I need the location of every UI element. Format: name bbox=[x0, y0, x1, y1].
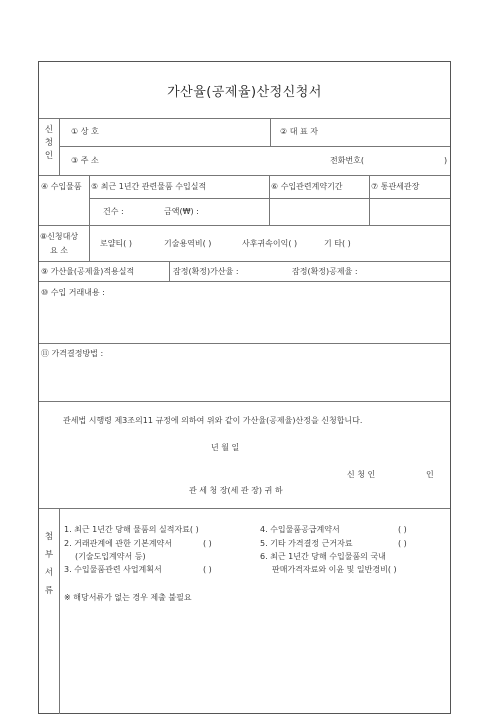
date-line: 년 월 일 bbox=[211, 443, 240, 452]
target-element-label: ⑧신청대상 bbox=[40, 232, 79, 241]
applicant-signature-label: 신 청 인 bbox=[347, 470, 376, 479]
form-title: 가산율(공제율)산정신청서 bbox=[167, 84, 322, 100]
application-form bbox=[38, 61, 451, 714]
royalty-option: 로얄티( ) bbox=[100, 239, 132, 248]
divider bbox=[39, 225, 450, 226]
tech-service-option: 기술용역비( ) bbox=[164, 239, 212, 248]
attachment-item-2-sub: (기술도입계약서 등) bbox=[75, 552, 146, 561]
attachment-item-4: 4. 수입물품공급계약서 bbox=[260, 525, 340, 534]
divider bbox=[269, 175, 270, 225]
divider bbox=[59, 508, 60, 714]
attachment-item-3-mark: ( ) bbox=[203, 565, 212, 574]
divider bbox=[369, 175, 370, 225]
applicant-side-label: 신 청 인 bbox=[44, 125, 54, 161]
import-goods-label: ④ 수입물품 bbox=[41, 182, 82, 191]
attachment-item-3: 3. 수입물품관련 사업계획서 bbox=[64, 565, 162, 574]
seal-mark: 인 bbox=[426, 470, 434, 479]
customs-office-label: ⑦ 통관세관장 bbox=[371, 182, 420, 191]
divider bbox=[39, 118, 450, 119]
divider bbox=[89, 225, 90, 261]
divider bbox=[270, 118, 271, 146]
divider bbox=[59, 118, 60, 175]
amount-label: 금액(₩) : bbox=[164, 207, 199, 216]
attachment-item-5-mark: ( ) bbox=[398, 539, 407, 548]
representative-label: ② 대 표 자 bbox=[280, 127, 318, 136]
attachment-item-4-mark: ( ) bbox=[398, 525, 407, 534]
divider bbox=[39, 508, 450, 509]
divider bbox=[39, 175, 450, 176]
after-attribution-option: 사후귀속이익( ) bbox=[242, 239, 298, 248]
attachment-item-2-mark: ( ) bbox=[203, 539, 212, 548]
divider bbox=[59, 146, 450, 147]
phone-close: ) bbox=[444, 156, 448, 165]
company-name-label: ① 상 호 bbox=[71, 127, 99, 136]
provisional-deduct-rate: 잠정(확정)공제율 : bbox=[292, 267, 358, 276]
contract-period-label: ⑥ 수입관련계약기간 bbox=[271, 182, 343, 191]
count-label: 건수 : bbox=[103, 207, 124, 216]
divider bbox=[39, 343, 450, 344]
divider bbox=[89, 175, 90, 225]
annual-import-record-label: ⑤ 최근 1년간 관련물품 수입실적 bbox=[91, 182, 207, 191]
declaration-text: 관세법 시행령 제3조의11 규정에 의하여 위와 같이 가산율(공제율)산정을 신청합니다. bbox=[63, 416, 363, 425]
transaction-details-label: ⑩ 수입 거래내용 : bbox=[41, 288, 105, 297]
attachment-item-5: 5. 기타 가격결정 근거자료 bbox=[260, 539, 353, 548]
addressee: 관 세 청 장(세 관 장) 귀 하 bbox=[189, 486, 283, 495]
divider bbox=[169, 261, 170, 281]
attachment-item-1: 1. 최근 1년간 당해 물품의 실적자료( ) bbox=[64, 525, 199, 534]
divider bbox=[39, 401, 450, 402]
other-option: 기 타( ) bbox=[324, 239, 351, 248]
pricing-method-label: ⑪ 가격결정방법 : bbox=[41, 349, 104, 358]
attachments-note: ※ 해당서류가 없는 경우 제출 불필요 bbox=[64, 593, 192, 602]
attachment-item-6: 6. 최근 1년간 당해 수입물품의 국내 bbox=[260, 552, 386, 561]
phone-label: 전화번호( bbox=[330, 156, 365, 165]
attachment-item-6-sub: 판매가격자료와 이윤 및 일반경비( ) bbox=[272, 565, 397, 574]
divider bbox=[39, 261, 450, 262]
address-label: ③ 주 소 bbox=[71, 156, 99, 165]
attachments-side-label: 첨 부 서 류 bbox=[44, 532, 54, 596]
attachment-item-2: 2. 거래관계에 관한 기본계약서 bbox=[64, 539, 172, 548]
provisional-add-rate: 잠정(확정)가산율 : bbox=[173, 267, 239, 276]
target-element-label-line2: 요 소 bbox=[50, 246, 68, 255]
divider bbox=[39, 281, 450, 282]
rate-record-label: ⑨ 가산율(공제율)적용실적 bbox=[41, 267, 135, 276]
